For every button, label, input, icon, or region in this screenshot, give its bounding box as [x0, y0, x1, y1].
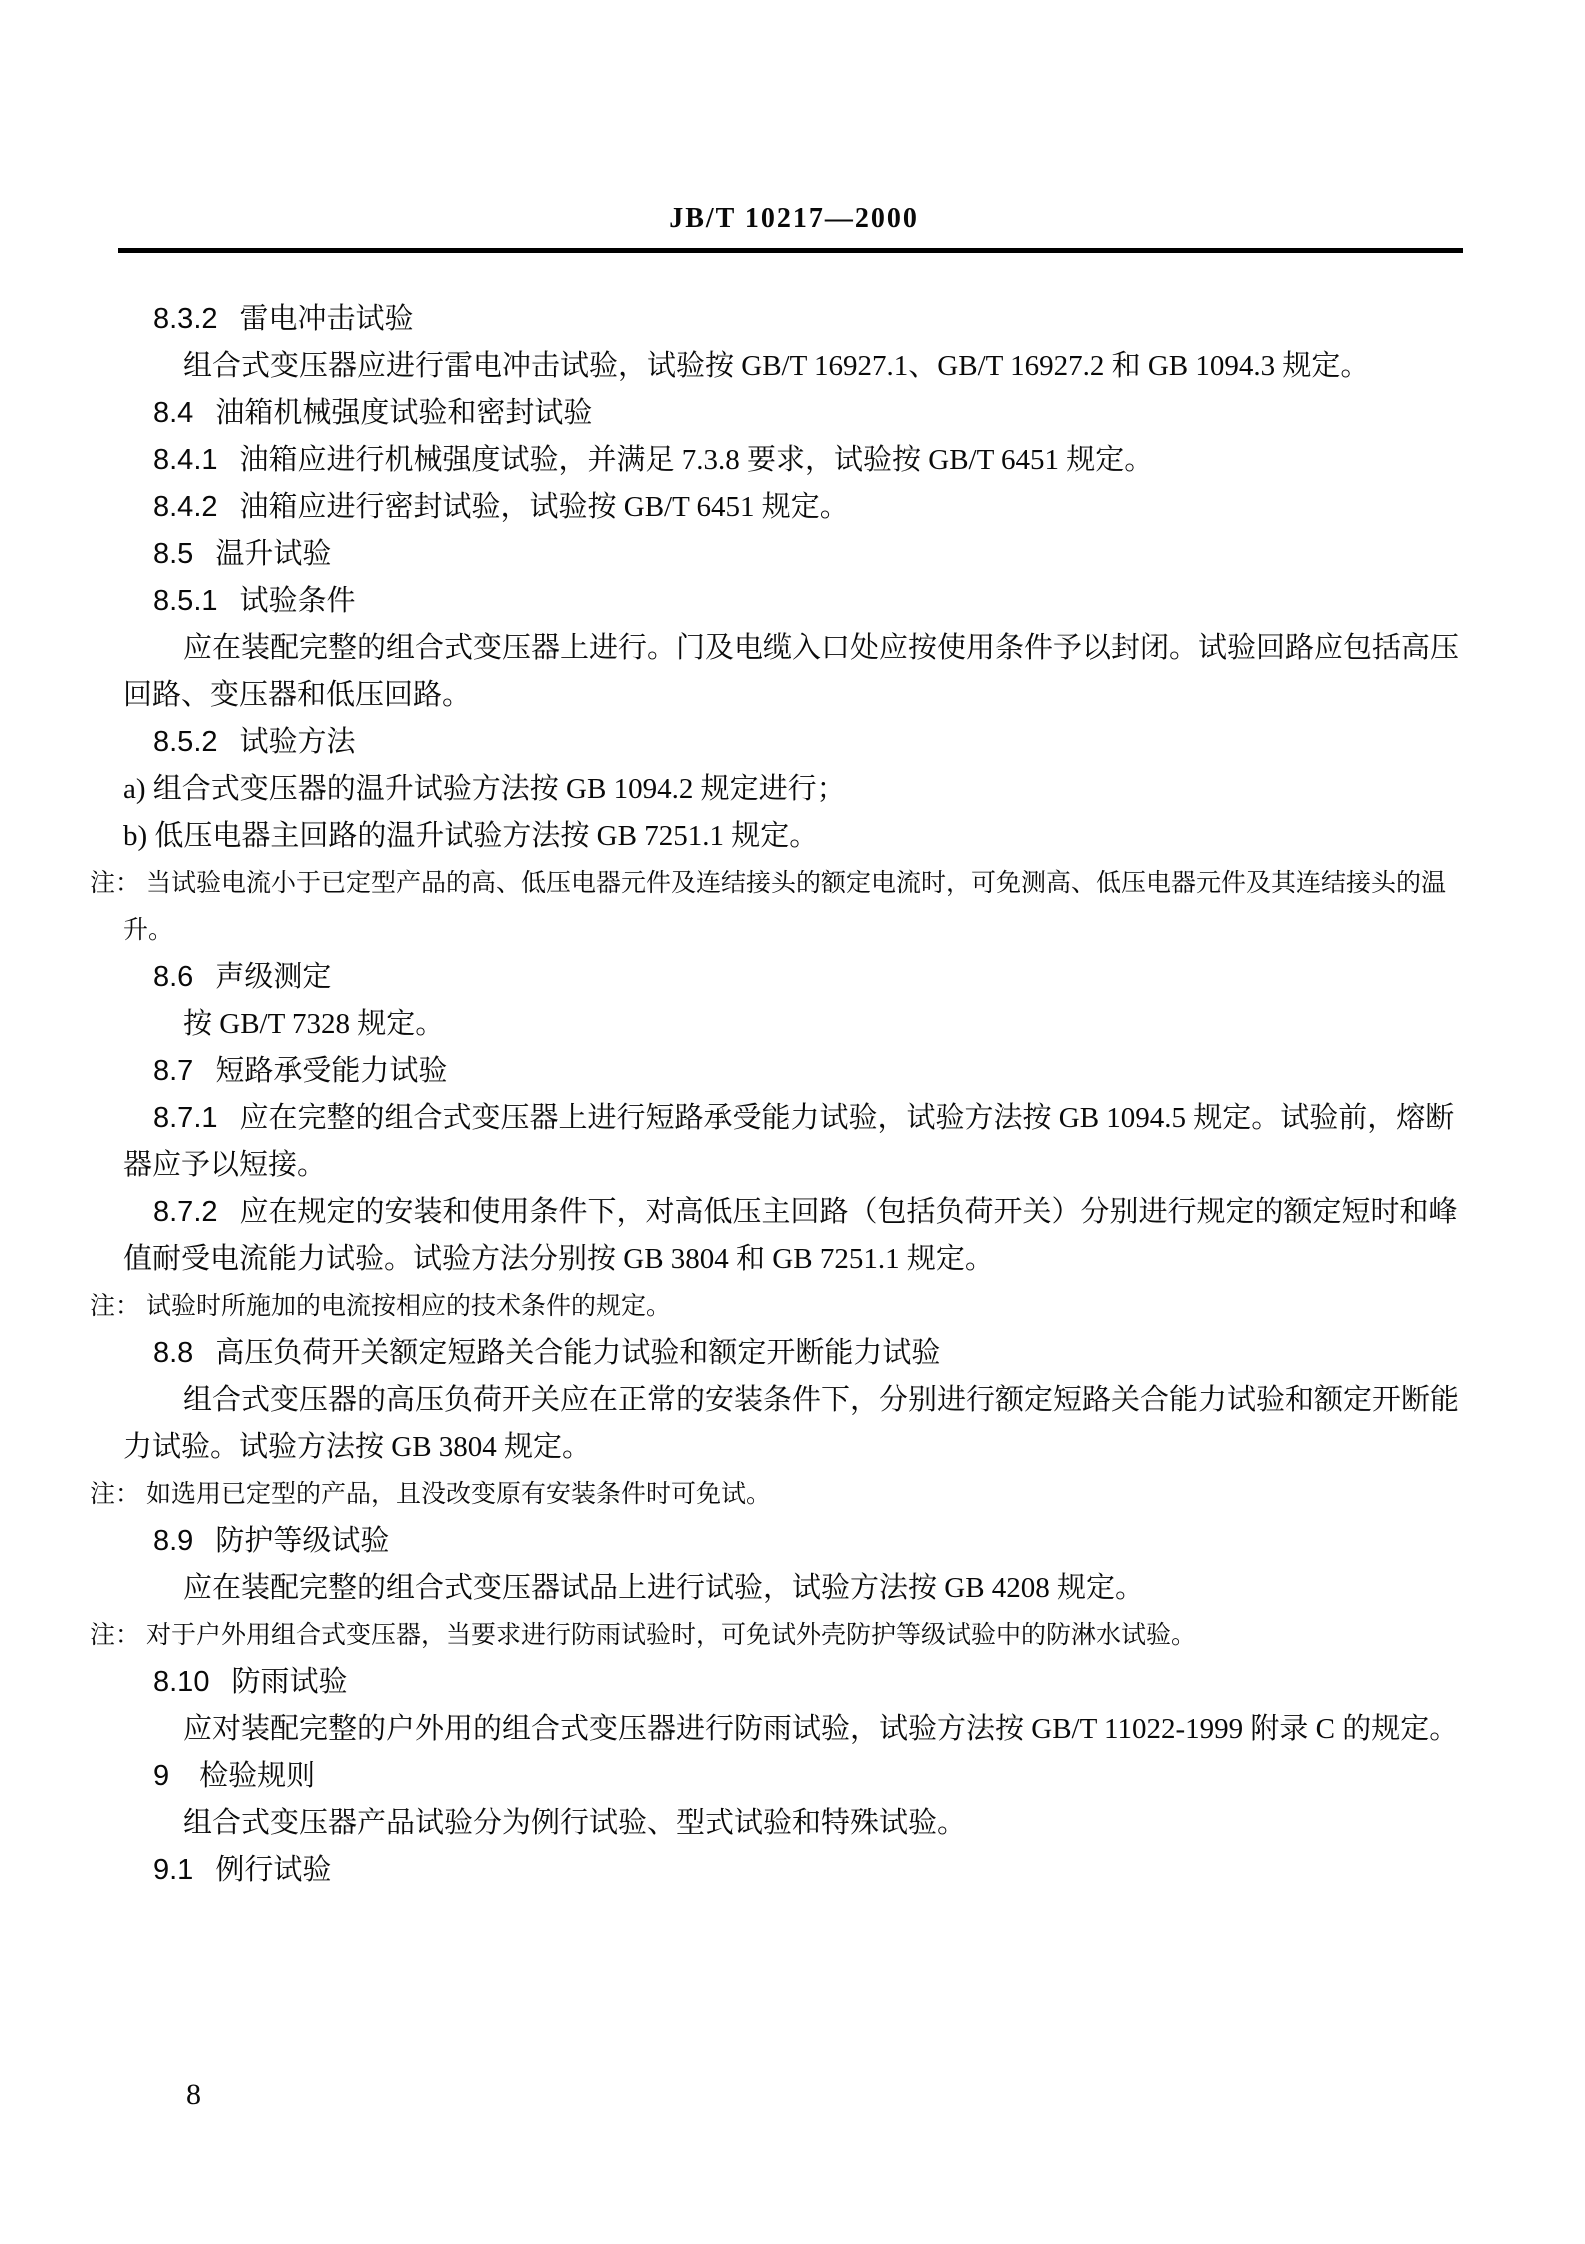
clause-8-4-1	[123, 437, 1465, 484]
clause-title-8-4	[123, 390, 1465, 437]
list-item-b: b) 低压电器主回路的温升试验方法按 GB 7251.1 规定。	[123, 820, 819, 852]
paragraph: 应对装配完整的户外用的组合式变压器进行防雨试验，试验方法按 GB/T 11022-1999 附录 C 的规定。	[183, 1713, 1459, 1745]
chapter-title-9	[123, 1753, 1465, 1800]
note	[90, 1283, 1465, 1330]
list-item-a: a) 组合式变压器的温升试验方法按 GB 1094.2 规定进行；	[123, 773, 846, 805]
clause-number: 8.4	[153, 397, 194, 429]
clause-number: 8.7.2	[153, 1196, 218, 1228]
clause-title-8-9	[123, 1518, 1465, 1565]
clause-number: 8.4.1	[153, 444, 218, 476]
clause-title-text: 温升试验	[215, 538, 332, 570]
clause-8-7-1	[123, 1095, 1465, 1189]
clause-number: 8.7.1	[153, 1102, 218, 1134]
clause-title-text: 高压负荷开关额定短路关合能力试验和额定开断能力试验	[215, 1337, 941, 1369]
paragraph: 组合式变压器产品试验分为例行试验、型式试验和特殊试验。	[183, 1807, 967, 1839]
paragraph: 组合式变压器的高压负荷开关应在正常的安装条件下，分别进行额定短路关合能力试验和额定开断能力试验。试验方法按 GB 3804 规定。	[123, 1384, 1460, 1463]
clause-text: 油箱应进行机械强度试验，并满足 7.3.8 要求，试验按 GB/T 6451 规定。	[239, 444, 1154, 476]
paragraph: 按 GB/T 7328 规定。	[183, 1008, 445, 1040]
header-rule	[118, 248, 1463, 253]
paragraph: 应在装配完整的组合式变压器上进行。门及电缆入口处应按使用条件予以封闭。试验回路应包括高压回路、变压器和低压回路。	[123, 632, 1460, 711]
clause-number: 8.6	[153, 961, 194, 993]
chapter-title-text: 检验规则	[199, 1760, 316, 1792]
clause-title-8-3-2	[123, 296, 1465, 343]
clause-number: 8.5	[153, 538, 194, 570]
clause-title-8-10	[123, 1659, 1465, 1706]
clause-number: 8.4.2	[153, 491, 218, 523]
clause-title-text: 雷电冲击试验	[239, 303, 414, 335]
page-number: 8	[186, 2078, 201, 2111]
clause-title-text: 声级测定	[215, 961, 332, 993]
clause-number: 8.10	[153, 1666, 210, 1698]
note-label: 注：	[90, 1481, 141, 1508]
note	[90, 1471, 1465, 1518]
clause-title-8-8	[123, 1330, 1465, 1377]
clause-8-7-2	[123, 1189, 1465, 1283]
clause-title-text: 短路承受能力试验	[215, 1055, 448, 1087]
note-text: 试验时所施加的电流按相应的技术条件的规定。	[146, 1293, 672, 1320]
clause-number: 8.7	[153, 1055, 194, 1087]
note	[90, 1612, 1465, 1659]
clause-8-4-2	[123, 484, 1465, 531]
note-label: 注：	[90, 1622, 141, 1649]
clause-title-8-6	[123, 954, 1465, 1001]
clause-title-8-5-2	[123, 719, 1465, 766]
clause-number: 8.5.1	[153, 585, 218, 617]
clause-title-text: 油箱机械强度试验和密封试验	[215, 397, 593, 429]
clause-text: 应在规定的安装和使用条件下，对高低压主回路（包括负荷开关）分别进行规定的额定短时和峰值耐受电流能力试验。试验方法分别按 GB 3804 和 GB 7251.1 规定。	[123, 1196, 1458, 1275]
paragraph: 组合式变压器应进行雷电冲击试验，试验按 GB/T 16927.1、GB/T 16927.2 和 GB 1094.3 规定。	[183, 350, 1370, 382]
clause-number: 8.3.2	[153, 303, 218, 335]
clause-text: 油箱应进行密封试验，试验按 GB/T 6451 规定。	[239, 491, 849, 523]
note-label: 注：	[90, 1293, 141, 1320]
clause-number: 9.1	[153, 1854, 194, 1886]
clause-title-8-5-1	[123, 578, 1465, 625]
document-body	[90, 296, 1465, 1894]
clause-title-8-7	[123, 1048, 1465, 1095]
clause-number: 8.9	[153, 1525, 194, 1557]
clause-title-text: 试验方法	[239, 726, 356, 758]
clause-title-text: 试验条件	[239, 585, 356, 617]
clause-title-9-1	[123, 1847, 1465, 1894]
note-label: 注：	[90, 870, 141, 897]
clause-title-text: 例行试验	[215, 1854, 332, 1886]
note-text: 对于户外用组合式变压器，当要求进行防雨试验时，可免试外壳防护等级试验中的防淋水试验。	[146, 1622, 1197, 1649]
clause-text: 应在完整的组合式变压器上进行短路承受能力试验，试验方法按 GB 1094.5 规定。试验前，熔断器应予以短接。	[123, 1102, 1455, 1181]
clause-number: 8.8	[153, 1337, 194, 1369]
chapter-number: 9	[153, 1760, 170, 1792]
clause-title-8-5	[123, 531, 1465, 578]
note	[90, 860, 1465, 954]
clause-title-text: 防护等级试验	[215, 1525, 390, 1557]
paragraph: 应在装配完整的组合式变压器试品上进行试验，试验方法按 GB 4208 规定。	[183, 1572, 1145, 1604]
page-header-standard-number: JB/T 10217—2000	[669, 203, 919, 234]
clause-title-text: 防雨试验	[231, 1666, 348, 1698]
clause-number: 8.5.2	[153, 726, 218, 758]
note-text: 如选用已定型的产品，且没改变原有安装条件时可免试。	[146, 1481, 772, 1508]
note-text: 当试验电流小于已定型产品的高、低压电器元件及连结接头的额定电流时，可免测高、低压电器元件及其连结接头的温升。	[123, 870, 1447, 944]
